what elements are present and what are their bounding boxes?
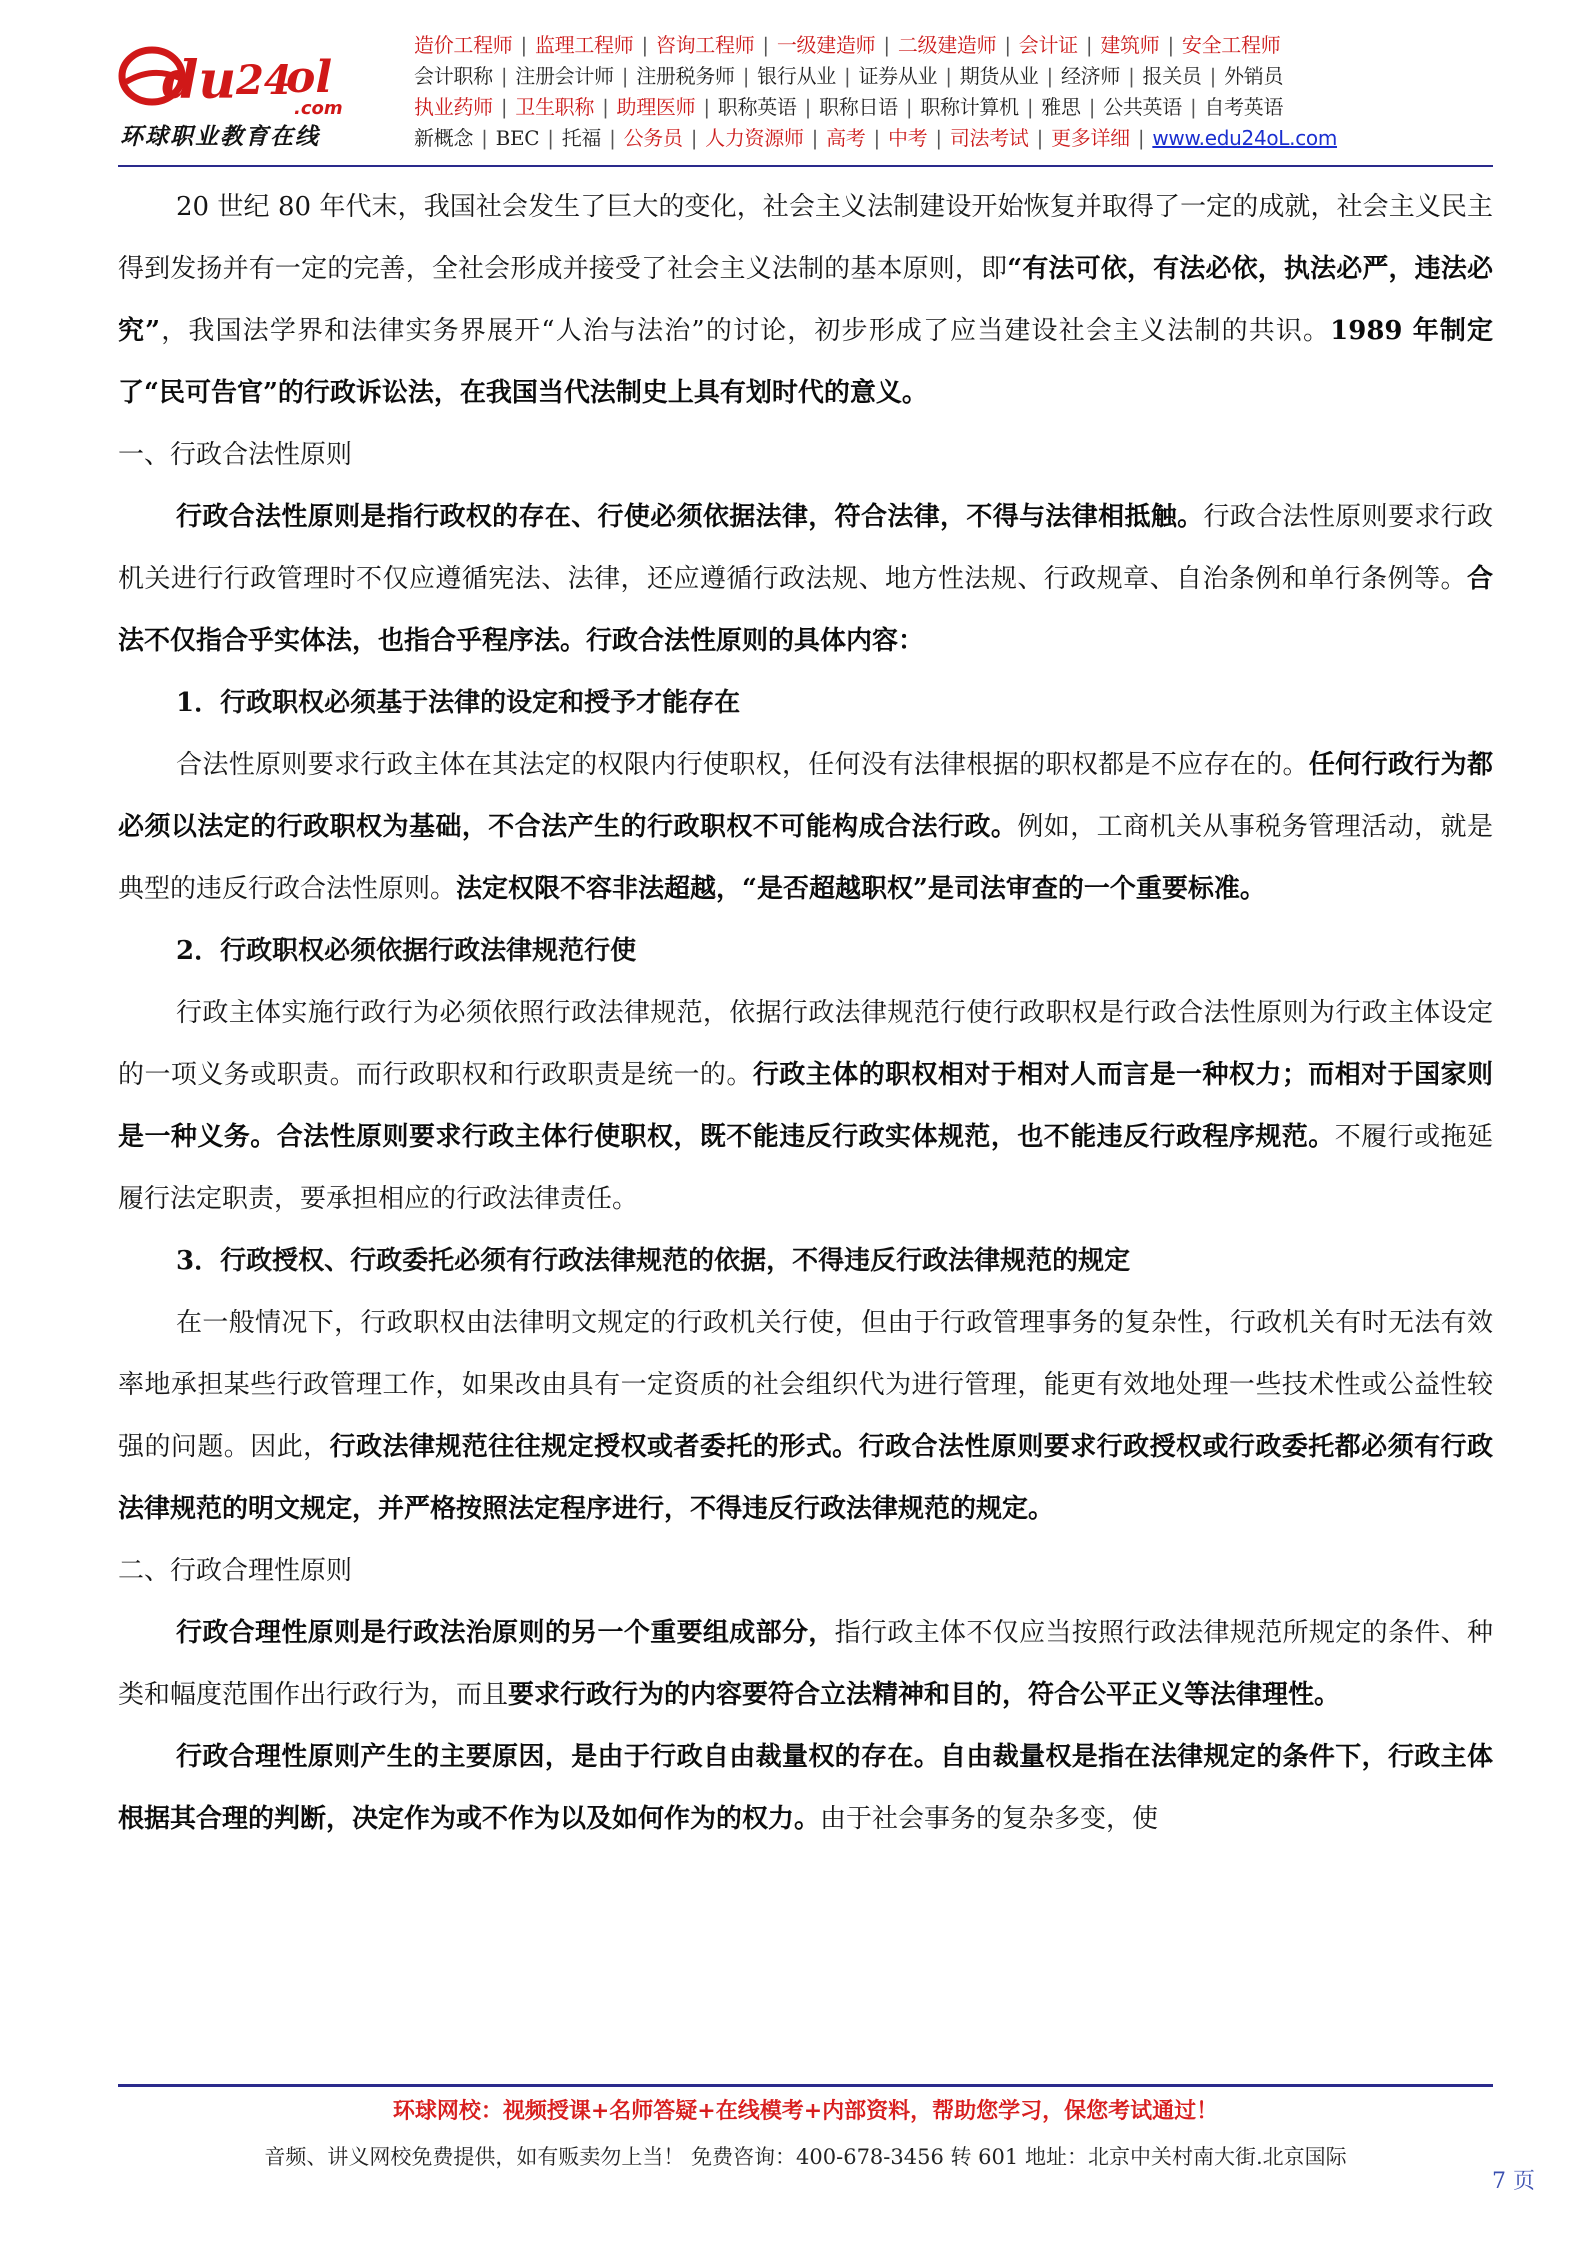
nav-link[interactable]: 高考 [826, 126, 866, 150]
nav-link[interactable]: 卫生职称 [515, 95, 595, 119]
bold-text: 行政合理性原则是行政法治原则的另一个重要组成部分， [176, 1618, 835, 1648]
nav-link[interactable]: 经济师 [1060, 64, 1121, 88]
text-run: 20 世纪 80 年代末，我国社会发生了巨大的变化，社会主义法制建设开始恢复并取得了一定的成就，社会主义民主得到发扬并有一定的完善，全社会形成并接受了社会主义法制的基本原则，即 [118, 192, 1493, 284]
text-run: 不履行或拖延履行法定职责，要承担相应的行政法律责任。 [118, 1122, 1493, 1214]
footer-promo: 环球网校：视频授课+名师答疑+在线模考+内部资料，帮助您学习，保您考试通过！ [392, 2098, 1219, 2124]
nav-separator: | [742, 64, 750, 88]
paragraph [118, 176, 1493, 424]
nav-link[interactable]: 雅思 [1041, 95, 1081, 119]
nav-link[interactable]: 职称计算机 [920, 95, 1019, 119]
nav-row [414, 92, 1504, 123]
nav-link[interactable]: 会计证 [1018, 33, 1078, 57]
nav-row [414, 123, 1504, 154]
nav-link[interactable]: 注册会计师 [515, 64, 614, 88]
text-run: 3．行政授权、行政委托必须有行政法律规范的依据，不得违反行政法律规范的规定 [176, 1246, 1131, 1276]
header-divider [118, 165, 1493, 167]
nav-link[interactable]: 一级建造师 [776, 33, 876, 57]
subsection-heading [118, 920, 1493, 982]
text-run: 行政主体实施行政行为必须依照行政法律规范，依据行政法律规范行使行政职权是行政合法性原则为行政主体设定的一项义务或职责。而行政职权和行政职责是统一的。 [118, 998, 1493, 1090]
bold-text: 任何行政行为都必须以法定的行政职权为基础，不合法产生的行政职权不可能构成合法行政。 [118, 750, 1493, 842]
nav-separator: | [1004, 33, 1011, 57]
nav-link[interactable]: 自考英语 [1204, 95, 1284, 119]
nav-separator: | [1088, 95, 1096, 119]
nav-separator: | [1137, 126, 1145, 150]
svg-text:.com: .com [294, 98, 343, 119]
nav-link[interactable]: 公共英语 [1103, 95, 1182, 119]
svg-text:du: du [162, 50, 237, 111]
nav-separator: | [500, 64, 508, 88]
nav-separator: | [1026, 95, 1034, 119]
nav-link[interactable]: 助理医师 [616, 95, 696, 119]
nav-separator: | [1128, 64, 1135, 88]
paragraph [118, 486, 1493, 672]
nav-link[interactable]: 安全工程师 [1181, 33, 1281, 57]
nav-separator: | [1189, 95, 1197, 119]
nav-separator: | [1046, 64, 1053, 88]
nav-link[interactable]: 更多详细 [1051, 126, 1130, 150]
text-run: 在一般情况下，行政职权由法律明文规定的行政机关行使，但由于行政管理事务的复杂性，行政机关有时无法有效率地承担某些行政管理工作，如果改由具有一定资质的社会组织代为进行管理，能更有效地处理一些技术性或公益性较强的问题。因此， [118, 1308, 1493, 1462]
nav-separator: | [690, 126, 698, 150]
nav-separator: | [905, 95, 913, 119]
svg-text:ol: ol [286, 52, 333, 103]
nav-link[interactable]: 公务员 [623, 126, 683, 150]
text-run: 由于社会事务的复杂多变，使 [820, 1804, 1159, 1834]
bold-text: 行政主体的职权相对于相对人而言是一种权力；而相对于国家则是一种义务。合法性原则要求行政主体行使职权，既不能违反行政实体规范，也不能违反行政程序规范。 [118, 1060, 1493, 1152]
nav-link[interactable]: 司法考试 [949, 126, 1029, 150]
nav-separator: | [1085, 33, 1093, 57]
nav-link[interactable]: 会计职称 [414, 64, 493, 88]
text-run: 二、行政合理性原则 [118, 1556, 353, 1586]
svg-text:24: 24 [236, 57, 292, 104]
nav-separator: | [843, 64, 851, 88]
nav-link[interactable]: 咨询工程师 [655, 33, 755, 57]
nav-separator: | [883, 33, 890, 57]
nav-separator: | [641, 33, 648, 57]
page-number: 7 页 [1492, 2169, 1535, 2194]
nav-separator: | [935, 126, 942, 150]
nav-separator: | [1209, 64, 1217, 88]
nav-link[interactable]: 外销员 [1224, 64, 1284, 88]
nav-separator: | [703, 95, 710, 119]
nav-link[interactable]: 造价工程师 [414, 33, 513, 57]
nav-link[interactable]: 职称日语 [819, 95, 898, 119]
paragraph [118, 1602, 1493, 1726]
nav-link[interactable]: 报关员 [1142, 64, 1202, 88]
text-run: 合法性原则要求行政主体在其法定的权限内行使职权，任何没有法律根据的职权都是不应存在的。 [176, 750, 1309, 780]
header-nav [414, 30, 1504, 154]
bold-text: 法定权限不容非法超越，“是否超越职权”是司法审查的一个重要标准。 [456, 874, 1266, 904]
nav-separator: | [873, 126, 880, 150]
nav-separator: | [500, 95, 508, 119]
nav-link[interactable]: 人力资源师 [705, 126, 804, 150]
text-run: 1．行政职权必须基于法律的设定和授予才能存在 [176, 688, 741, 718]
nav-separator: | [481, 126, 488, 150]
nav-link[interactable]: 建筑师 [1100, 33, 1160, 57]
text-run: ，我国法学界和法律实务界展开“人治与法治”的讨论，初步形成了应当建设社会主义法制的共识。 [160, 316, 1331, 346]
nav-link[interactable]: 监理工程师 [534, 33, 634, 57]
paragraph [118, 1292, 1493, 1540]
section-heading [118, 424, 1493, 486]
bold-text: 合法不仅指合乎实体法，也指合乎程序法。行政合法性原则的具体内容： [118, 564, 1493, 656]
paragraph [118, 734, 1493, 920]
nav-separator: | [547, 126, 554, 150]
subsection-heading [118, 672, 1493, 734]
text-run: 例如，工商机关从事税务管理活动，就是典型的违反行政合法性原则。 [118, 812, 1493, 904]
nav-link[interactable]: 中考 [887, 126, 928, 150]
footer-divider [118, 2084, 1493, 2087]
nav-link[interactable]: 银行从业 [757, 64, 836, 88]
nav-link[interactable]: 执业药师 [414, 95, 493, 119]
bold-text: “有法可依，有法必依，执法必严，违法必究” [118, 254, 1493, 346]
document-body [118, 176, 1493, 1850]
nav-separator: | [804, 95, 812, 119]
nav-link[interactable]: 托福 [561, 126, 602, 150]
bold-text: 行政合理性原则产生的主要原因，是由于行政自由裁量权的存在。自由裁量权是指在法律规定的条件下，行政主体根据其合理的判断，决定作为或不作为以及如何作为的权力。 [118, 1742, 1493, 1834]
nav-link[interactable]: 新概念 [414, 126, 474, 150]
subsection-heading [118, 1230, 1493, 1292]
paragraph [118, 1726, 1493, 1850]
nav-separator: | [1036, 126, 1044, 150]
nav-link[interactable]: www.edu24oL.com [1152, 126, 1338, 150]
nav-separator: | [945, 64, 952, 88]
text-run: 2．行政职权必须依据行政法律规范行使 [176, 936, 637, 966]
nav-separator: | [811, 126, 819, 150]
text-run: 一、行政合法性原则 [118, 440, 353, 470]
bold-text: 要求行政行为的内容要符合立法精神和目的，符合公平正义等法律理性。 [508, 1680, 1341, 1710]
bold-text: 行政法律规范往往规定授权或者委托的形式。行政合法性原则要求行政授权或行政委托都必须有行政法律规范的明文规定，并严格按照法定程序进行，不得违反行政法律规范的规定。 [118, 1432, 1493, 1524]
text-run: 指行政主体不仅应当按照行政法律规范所规定的条件、种类和幅度范围作出行政行为，而且 [118, 1618, 1493, 1710]
nav-separator: | [609, 126, 616, 150]
nav-link[interactable]: BEC [495, 126, 540, 150]
nav-separator: | [602, 95, 609, 119]
nav-separator: | [621, 64, 629, 88]
bold-text: 行政合法性原则是指行政权的存在、行使必须依据法律，符合法律，不得与法律相抵触。 [176, 502, 1204, 532]
nav-separator: | [520, 33, 527, 57]
nav-link[interactable]: 期货从业 [959, 64, 1039, 88]
paragraph [118, 982, 1493, 1230]
nav-separator: | [762, 33, 769, 57]
page-header [118, 28, 1498, 163]
nav-row [414, 30, 1504, 61]
section-heading [118, 1540, 1493, 1602]
nav-link[interactable]: 注册税务师 [636, 64, 735, 88]
edu24ol-logo [118, 36, 378, 151]
nav-separator: | [1167, 33, 1174, 57]
edu24ol-logo-mark [118, 36, 378, 121]
footer-contact-info: 音频、讲义网校免费提供，如有贩卖勿上当！ 免费咨询：400-678-3456 转 601 地址：北京中关村南大街.北京国际 [264, 2145, 1347, 2169]
nav-link[interactable]: 证券从业 [858, 64, 938, 88]
logo-tagline: 环球职业教育在线 [120, 124, 320, 150]
bold-text: 1989 年制定了“民可告官”的行政诉讼法，在我国当代法制史上具有划时代的意义。 [118, 316, 1493, 408]
nav-row [414, 61, 1504, 92]
text-run: 行政合法性原则要求行政机关进行行政管理时不仅应遵循宪法、法律，还应遵循行政法规、地方性法规、行政规章、自治条例和单行条例等。 [118, 502, 1493, 594]
nav-link[interactable]: 二级建造师 [897, 33, 997, 57]
nav-link[interactable]: 职称英语 [717, 95, 797, 119]
